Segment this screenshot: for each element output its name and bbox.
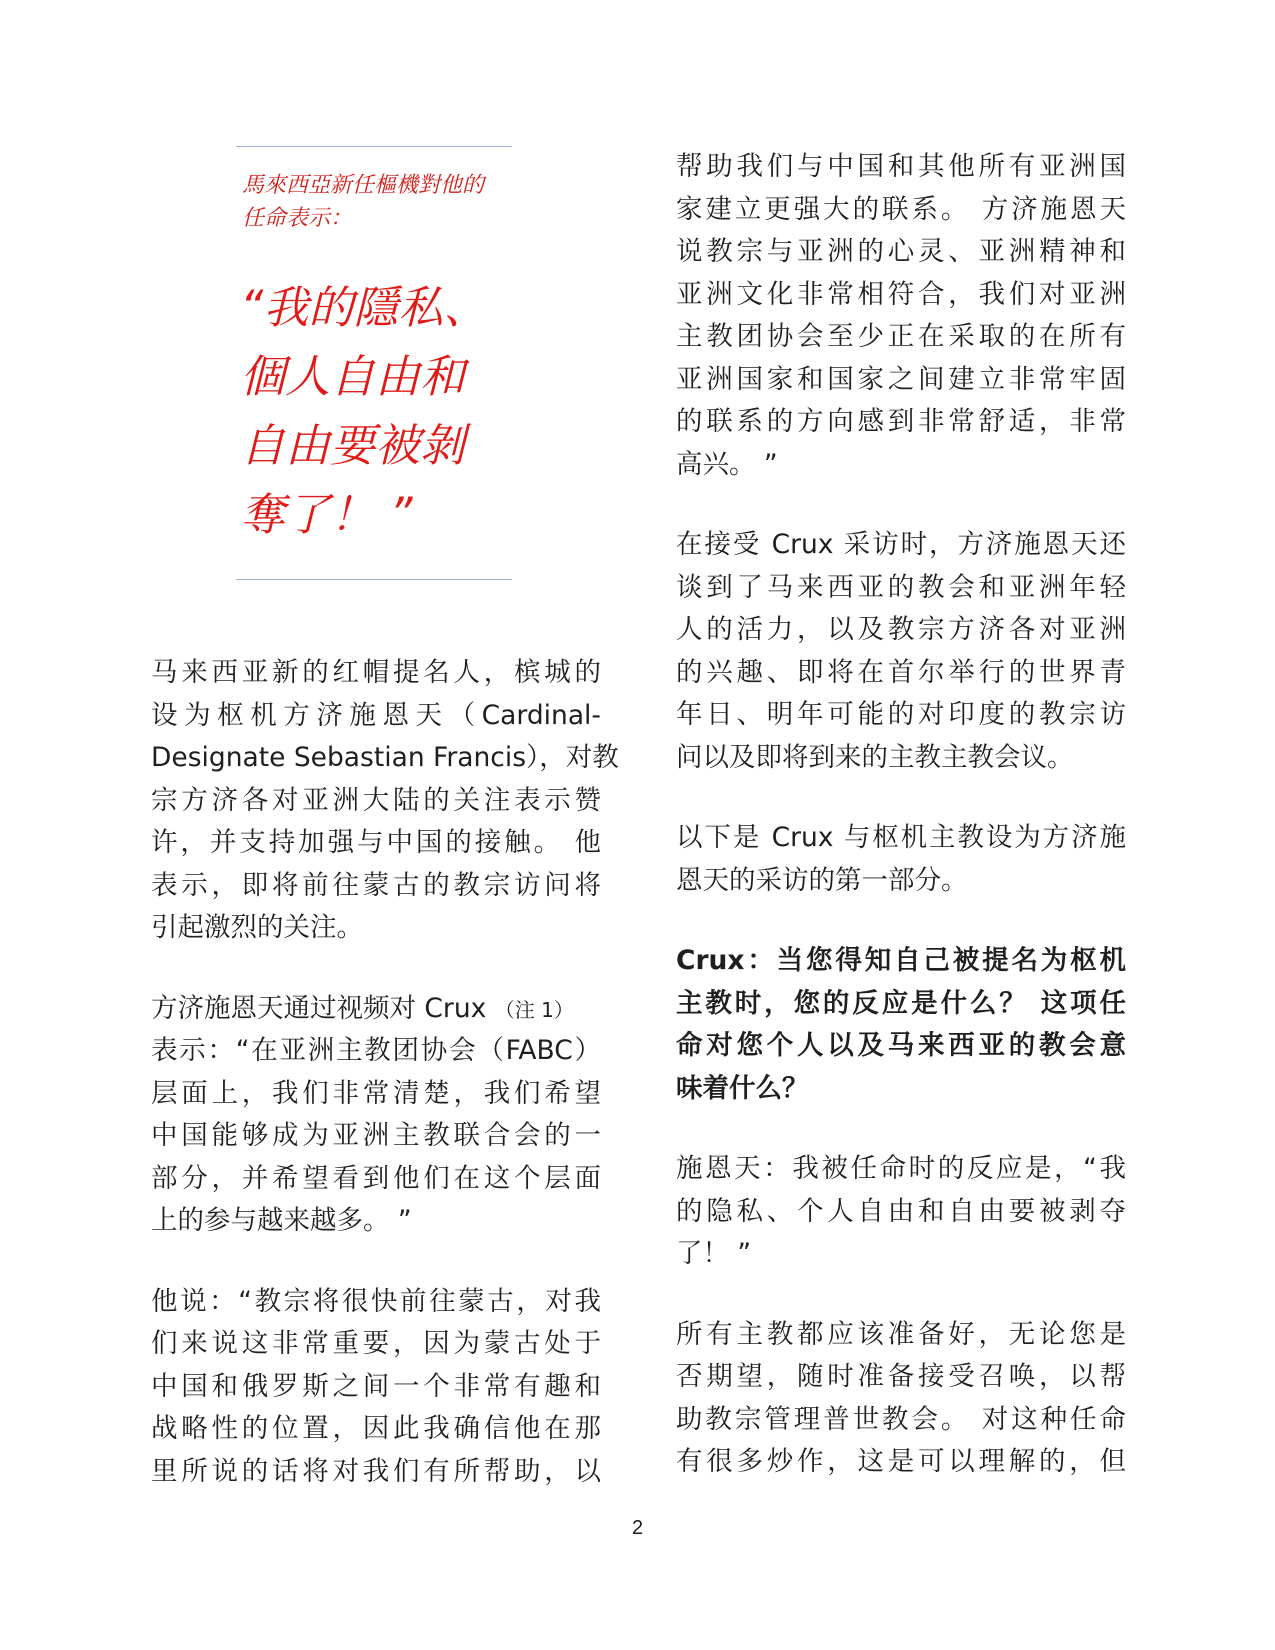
- text-line: 们来说这非常重要，因为蒙古处于: [151, 1328, 601, 1359]
- text-line: 主教时，您的反应是什么？ 这项任: [676, 987, 1126, 1019]
- text-line: [151, 988, 601, 1031]
- text-line: 人的活力，以及教宗方济各对亚洲: [676, 614, 1126, 645]
- text-line: 所有主教都应该准备好，无论您是: [676, 1318, 1126, 1350]
- left-paragraph-2: [151, 988, 601, 1243]
- pull-quote-box: [236, 146, 512, 580]
- text-line: 亚洲文化非常相符合，我们对亚洲: [676, 278, 1126, 310]
- pull-quote-intro: [242, 169, 512, 235]
- text-line: 的兴趣、即将在首尔举行的世界青: [676, 656, 1126, 688]
- text-line: 里所说的话将对我们有所帮助，以: [151, 1455, 601, 1487]
- text-line: 亚洲国家和国家之间建立非常牢固: [676, 363, 1126, 395]
- interview-answer-2: [676, 1314, 1126, 1484]
- text-line: Crux：当您得知自己被提名为枢机: [676, 945, 1126, 976]
- text-line: 恩天的采访的第一部分。: [676, 864, 968, 896]
- text-span: 方济施恩天通过视频对 Crux: [151, 992, 487, 1024]
- text-line: 许，并支持加强与中国的接触。 他: [151, 827, 601, 858]
- left-column: [151, 652, 619, 1493]
- interview-question: [676, 940, 1126, 1110]
- text-line: 谈到了马来西亚的教会和亚洲年轻: [676, 571, 1126, 603]
- text-line: 帮助我们与中国和其他所有亚洲国: [676, 151, 1126, 182]
- text-line: 部分，并希望看到他们在这个层面: [151, 1162, 601, 1194]
- right-paragraph-1: [676, 146, 1126, 486]
- text-line: 了！ ”: [676, 1238, 752, 1269]
- pull-quote-text: [240, 273, 512, 549]
- text-line: 的隐私、个人自由和自由要被剥夺: [676, 1195, 1126, 1227]
- text-line: 高兴。 ”: [676, 448, 778, 480]
- text-line: 中国和俄罗斯之间一个非常有趣和: [151, 1370, 601, 1402]
- text-line: 他说：“教宗将很快前往蒙古，对我: [151, 1285, 601, 1317]
- text-line: 战略性的位置，因此我确信他在那: [151, 1413, 601, 1444]
- left-paragraph-1: [151, 652, 619, 950]
- left-paragraph-3: [151, 1281, 601, 1494]
- text-line: 问以及即将到来的主教主教会议。: [676, 741, 1074, 773]
- pull-quote-line: 奪了！ ”: [240, 488, 413, 541]
- text-line: 说教宗与亚洲的心灵、亚洲精神和: [676, 236, 1126, 267]
- interview-answer-1: [676, 1148, 1126, 1276]
- text-line: 宗方济各对亚洲大陆的关注表示赞: [151, 784, 601, 816]
- page-number: 2: [631, 1517, 644, 1539]
- text-line: 层面上，我们非常清楚，我们希望: [151, 1077, 601, 1109]
- text-line: 以下是 Crux 与枢机主教设为方济施: [676, 822, 1126, 853]
- pull-quote-line: “我的隱私、: [240, 281, 489, 334]
- pull-quote-intro-line: 馬來西亞新任樞機對他的: [242, 173, 485, 198]
- text-line: 设为枢机方济施恩天（Cardinal-: [151, 699, 601, 731]
- right-paragraph-2: [676, 524, 1126, 779]
- right-column: [676, 146, 1126, 1484]
- pull-quote-line: 個人自由和: [240, 350, 466, 403]
- text-line: 主教团协会至少正在采取的在所有: [676, 321, 1126, 352]
- text-line: 助教宗管理普世教会。 对这种任命: [676, 1403, 1126, 1435]
- pull-quote-line: 自由要被剝: [240, 419, 466, 472]
- text-line: 家建立更强大的联系。 方济施恩天: [676, 193, 1126, 225]
- text-line: 命对您个人以及马来西亚的教会意: [676, 1030, 1126, 1061]
- right-paragraph-3: [676, 817, 1126, 902]
- text-line: 表示，即将前往蒙古的教宗访问将: [151, 869, 601, 901]
- text-line: 表示：“在亚洲主教团协会（FABC）: [151, 1035, 601, 1066]
- text-line: 引起激烈的关注。: [151, 912, 363, 943]
- text-line: 否期望，随时准备接受召唤，以帮: [676, 1361, 1126, 1392]
- text-line: Designate Sebastian Francis），对教: [151, 742, 619, 773]
- text-line: 上的参与越来越多。 ”: [151, 1205, 412, 1236]
- text-line: 中国能够成为亚洲主教联合会的一: [151, 1120, 601, 1151]
- text-line: 味着什么？: [676, 1072, 809, 1104]
- text-line: 有很多炒作，这是可以理解的，但: [676, 1446, 1126, 1477]
- text-line: 在接受 Crux 采访时，方济施恩天还: [676, 529, 1126, 560]
- text-line: 的联系的方向感到非常舒适，非常: [676, 406, 1126, 437]
- footnote-marker[interactable]: （注 1）: [494, 997, 574, 1022]
- text-line: 马来西亚新的红帽提名人，槟城的: [151, 657, 601, 688]
- text-line: 年日、明年可能的对印度的教宗访: [676, 699, 1126, 730]
- text-line: 施恩天：我被任命时的反应是，“我: [676, 1153, 1126, 1184]
- pull-quote-intro-line: 任命表示：: [242, 206, 353, 231]
